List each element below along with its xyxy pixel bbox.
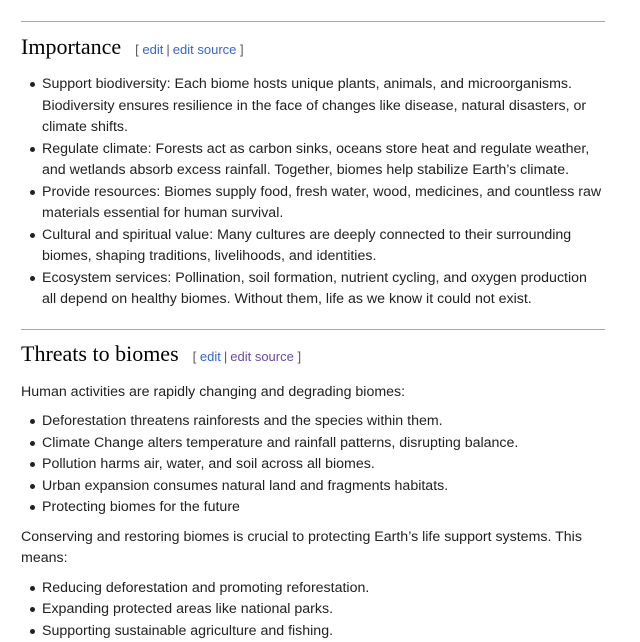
bracket-open: [ (135, 42, 139, 57)
separator: | (224, 349, 227, 364)
threats-list (21, 411, 605, 519)
section-intro: Human activities are rapidly changing and degrading biomes: (21, 382, 605, 404)
list-item: Urban expansion consumes natural land and fragments habitats. (21, 476, 605, 498)
list-item: Expanding protected areas like national parks. (21, 599, 605, 621)
list-item: Ecosystem services: Pollination, soil formation, nutrient cycling, and oxygen production all depend on healthy biomes. Without them, life as we know it could not exist. (21, 268, 605, 311)
section-heading (21, 340, 605, 368)
section-heading (21, 33, 605, 61)
bracket-close: ] (240, 42, 244, 57)
separator: | (166, 42, 169, 57)
list-item: Climate Change alters temperature and rainfall patterns, disrupting balance. (21, 433, 605, 455)
list-item: Provide resources: Biomes supply food, fresh water, wood, medicines, and countless raw materials essential for human survival. (21, 182, 605, 225)
list-item: Protecting biomes for the future (21, 497, 605, 519)
section-importance (21, 33, 605, 311)
article-content (21, 0, 605, 642)
bracket-close: ] (297, 349, 301, 364)
list-item: Deforestation threatens rainforests and the species within them. (21, 411, 605, 433)
edit-section-links (193, 349, 301, 364)
list-item: Pollution harms air, water, and soil across all biomes. (21, 454, 605, 476)
edit-source-link[interactable]: edit source (230, 349, 294, 364)
section-threats (21, 340, 605, 642)
importance-list (21, 74, 605, 311)
section-divider (21, 329, 605, 330)
edit-link[interactable]: edit (142, 42, 163, 57)
edit-section-links (135, 42, 243, 57)
edit-link[interactable]: edit (200, 349, 221, 364)
edit-source-link[interactable]: edit source (173, 42, 237, 57)
list-item: Supporting sustainable agriculture and fishing. (21, 621, 605, 642)
section-title: Importance (21, 33, 121, 61)
conservation-list (21, 578, 605, 642)
section-paragraph: Conserving and restoring biomes is crucial to protecting Earth’s life support systems. This means: (21, 527, 605, 570)
list-item: Cultural and spiritual value: Many cultures are deeply connected to their surrounding biomes, shaping traditions, livelihoods, and identities. (21, 225, 605, 268)
bracket-open: [ (193, 349, 197, 364)
section-title: Threats to biomes (21, 340, 179, 368)
list-item: Regulate climate: Forests act as carbon sinks, oceans store heat and regulate weather, and wetlands absorb excess rainfall. Together, biomes help stabilize Earth’s climate. (21, 139, 605, 182)
list-item: Support biodiversity: Each biome hosts unique plants, animals, and microorganisms. Biodiversity ensures resilience in the face of changes like disease, natural disasters, or climate shifts. (21, 74, 605, 139)
list-item: Reducing deforestation and promoting reforestation. (21, 578, 605, 600)
section-divider (21, 21, 605, 22)
